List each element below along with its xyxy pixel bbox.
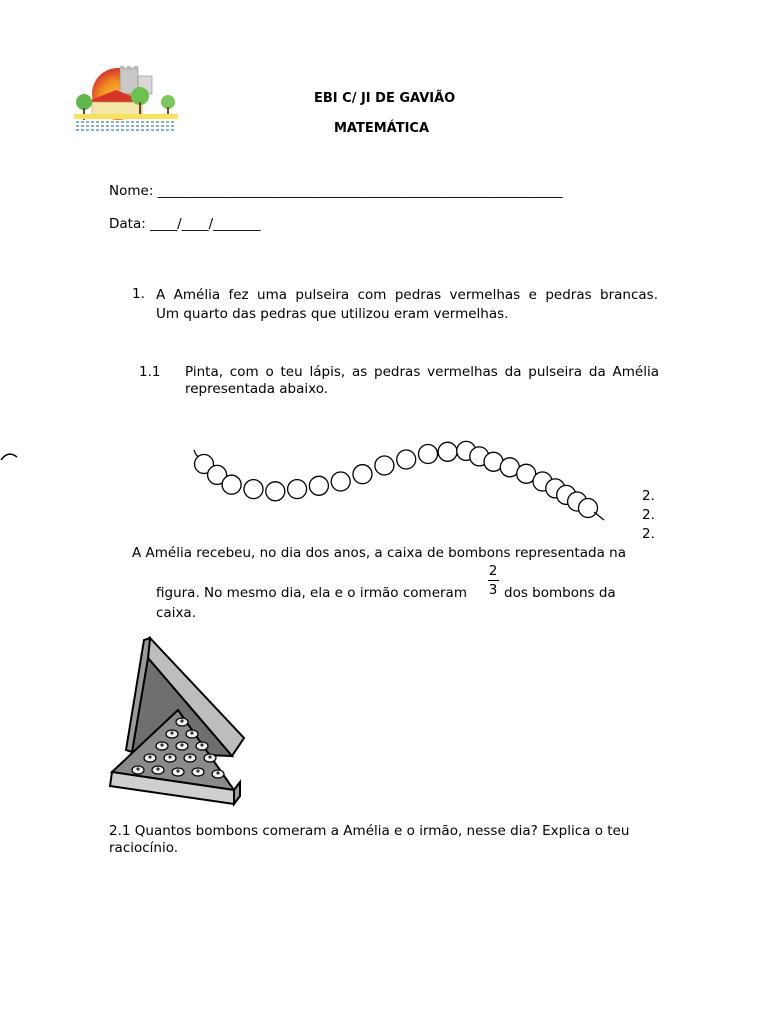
bracelet-bead[interactable] [309,476,328,495]
school-name: EBI C/ JI DE GAVIÃO [314,91,456,106]
bracelet-bead[interactable] [244,480,263,499]
data-field [109,216,260,232]
q1-1-number: 1.1 [139,364,161,380]
q2-line3: caixa. [156,605,196,621]
q1-text [156,286,658,324]
bracelet-bead[interactable] [222,475,241,494]
chocolate-box-figure [108,632,248,820]
fraction-denominator: 3 [488,582,498,598]
bracelet-bead[interactable] [419,445,438,464]
data-blank: ____/____/_______ [150,216,261,232]
bracelet-bead[interactable] [579,499,598,518]
fraction-bar [488,580,499,581]
bracelet-string-end [594,512,604,520]
q2-line2-before: figura. No mesmo dia, ela e o irmão comeram [156,585,467,601]
data-label: Data: [109,216,146,232]
q2-line1: A Amélia recebeu, no dia dos anos, a caixa de bombons representada na [132,545,626,561]
school-logo [72,64,180,134]
bracelet-figure [188,436,612,526]
bracelet-bead[interactable] [288,480,307,499]
bracelet-bead[interactable] [438,442,457,461]
q2-1-line2: raciocínio. [109,840,179,856]
q1-line2: Um quarto das pedras que utilizou eram vermelhas. [156,306,509,322]
q2-line2-after: dos bombons da [504,585,616,601]
stray-number-1: 2. [642,488,655,504]
bracelet-bead[interactable] [266,482,285,501]
fraction-two-thirds [486,563,500,598]
nome-label: Nome: [109,183,154,199]
q1-number: 1. [132,286,145,302]
bracelet-bead[interactable] [397,450,416,469]
q2-1-line1: 2.1 Quantos bombons comeram a Amélia e o irmão, nesse dia? Explica o teu [109,823,630,839]
bracelet-bead[interactable] [353,465,372,484]
q1-line1: A Amélia fez uma pulseira com pedras vermelhas e pedras brancas. [156,287,658,303]
nome-field [109,183,563,199]
bracelet-bead[interactable] [331,472,350,491]
stray-number-2: 2. [642,507,655,523]
subject-title: MATEMÁTICA [334,121,430,136]
margin-mark [0,448,20,468]
fraction-numerator: 2 [488,563,498,579]
q1-1-line2: representada abaixo. [185,381,329,397]
q1-1-line1: Pinta, com o teu lápis, as pedras vermelhas da pulseira da Amélia [185,364,659,380]
nome-blank: ____________________________________________________________ [157,183,563,199]
q1-1-text [185,364,659,398]
bracelet-bead[interactable] [375,456,394,475]
stray-number-3: 2. [642,526,655,542]
